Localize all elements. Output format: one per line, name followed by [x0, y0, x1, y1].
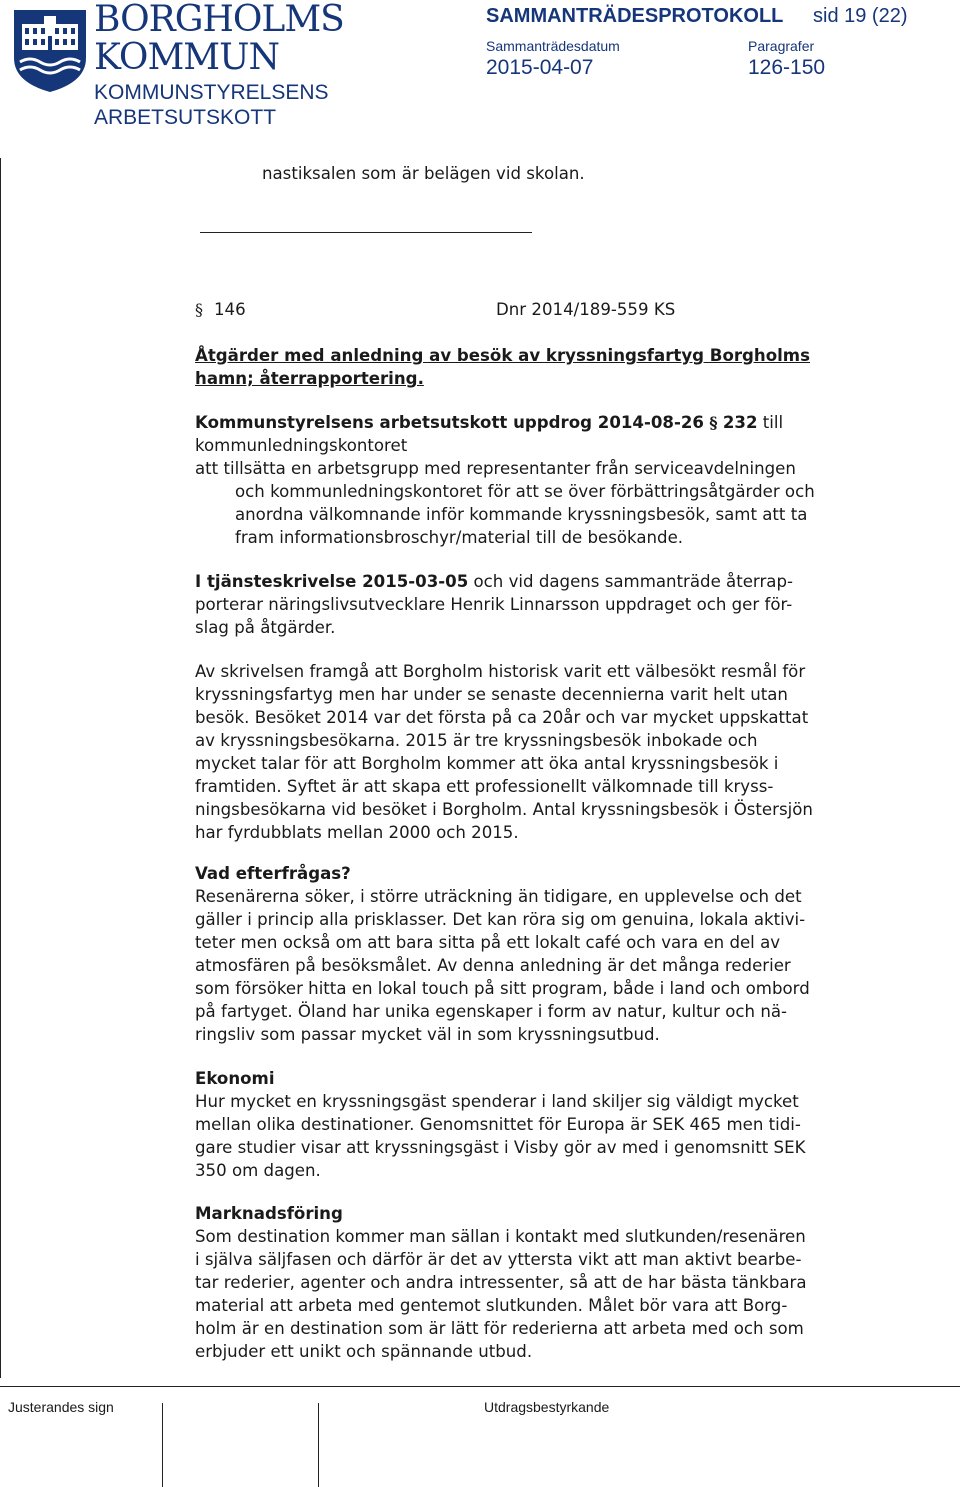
paragraphs-value: 126-150	[748, 56, 826, 79]
marketing-line3: tar rederier, agenter och andra intressenter, så att de har bästa tänkbara	[195, 1273, 807, 1292]
committee-name-line2: ARBETSUTSKOTT	[94, 106, 277, 129]
economy-line2: mellan olika destinationer. Genomsnittet för Europa är SEK 465 men tidi-	[195, 1115, 801, 1134]
demand-line3: teter men också om att bara sitta på ett lokalt café och vara en del av	[195, 933, 781, 952]
section-number: 146	[214, 300, 246, 319]
document-title: SAMMANTRÄDESPROTOKOLL	[486, 5, 784, 27]
background-line3: besök. Besöket 2014 var det första på ca 20år och var mycket uppskattat	[195, 708, 809, 727]
economy-line3: gare studier visar att kryssningsgäst i Visby gör av med i genomsnitt SEK	[195, 1138, 806, 1157]
section-demand	[195, 862, 910, 1046]
section-title-line2: hamn; återrapportering.	[195, 369, 424, 388]
assignment-bold-b: 232	[722, 413, 758, 432]
report-line2: porterar näringslivsutvecklare Henrik Linnarsson uppdraget och ger för-	[195, 595, 793, 614]
economy-heading: Ekonomi	[195, 1069, 275, 1088]
background-line1: Av skrivelsen framgå att Borgholm historisk varit ett välbesökt resmål för	[195, 662, 806, 681]
extract-certification-label: Utdragsbestyrkande	[484, 1399, 610, 1415]
org-name-line1: BORGHOLMS	[94, 0, 344, 40]
report-bold: I tjänsteskrivelse 2015-03-05	[195, 572, 469, 591]
meeting-date-label: Sammanträdesdatum	[486, 38, 620, 54]
diary-number: Dnr 2014/189-559 KS	[496, 300, 676, 319]
assignment-line2: kommunledningskontoret	[195, 436, 408, 455]
section-sign-icon: §	[195, 300, 203, 319]
background-line4: av kryssningsbesökarna. 2015 är tre kryssningsbesök inbokade och	[195, 731, 758, 750]
paragraph-report	[195, 570, 910, 639]
marketing-line6: erbjuder ett unikt och spännande utbud.	[195, 1342, 533, 1361]
report-line1-rest: och vid dagens sammanträde återrap-	[468, 572, 793, 591]
section-sign-icon: §	[709, 413, 718, 432]
background-line5: mycket talar för att Borgholm kommer att öka antal kryssningsbesök i	[195, 754, 779, 773]
assignment-line5: anordna välkomnande inför kommande kryssningsbesök, samt att ta	[235, 505, 808, 524]
paragraph-assignment	[195, 411, 910, 549]
left-margin-rule	[0, 158, 1, 1378]
assignment-line6: fram informationsbroschyr/material till de besökande.	[235, 528, 684, 547]
demand-line1: Resenärerna söker, i större uträckning än tidigare, en upplevelse och det	[195, 887, 802, 906]
demand-heading: Vad efterfrågas?	[195, 864, 351, 883]
demand-line7: ringsliv som passar mycket väl in som kryssningsutbud.	[195, 1025, 660, 1044]
demand-line2: gäller i princip alla prisklasser. Det kan röra sig om genuina, lokala aktivi-	[195, 910, 806, 929]
paragraphs-label: Paragrafer	[748, 38, 815, 54]
background-line7: ningsbesökarna vid besöket i Borgholm. Antal kryssningsbesök i Östersjön	[195, 800, 813, 819]
municipal-crest-logo	[10, 6, 90, 94]
paragraph-background	[195, 660, 910, 844]
marketing-line2: i själva säljfasen och därför är det av yttersta vikt att man aktivt bearbe-	[195, 1250, 802, 1269]
assignment-line4: och kommunledningskontoret för att se över förbättringsåtgärder och	[235, 482, 815, 501]
background-line2: kryssningsfartyg men har under se senaste decennierna varit helt utan	[195, 685, 788, 704]
section-marketing	[195, 1202, 910, 1363]
economy-line1: Hur mycket en kryssningsgäst spenderar i land skiljer sig väldigt mycket	[195, 1092, 799, 1111]
section-economy	[195, 1067, 910, 1182]
background-line6: framtiden. Syftet är att skapa ett professionellt välkomnade till kryss-	[195, 777, 774, 796]
org-name-line2: KOMMUN	[94, 37, 280, 78]
marketing-line5: holm är en destination som är lätt för rederierna att arbeta med och som	[195, 1319, 804, 1338]
marketing-line4: material att arbeta med gentemot slutkunden. Målet bör vara att Borg-	[195, 1296, 788, 1315]
demand-line6: på fartyget. Öland har unika egenskaper i form av natur, kultur och nä-	[195, 1002, 788, 1021]
section-title	[195, 344, 910, 390]
signature-box-divider-1	[162, 1403, 163, 1487]
marketing-line1: Som destination kommer man sällan i kontakt med slutkunden/resenären	[195, 1227, 806, 1246]
report-line3: slag på åtgärder.	[195, 618, 336, 637]
footer-rule	[0, 1386, 960, 1387]
page-number: sid 19 (22)	[813, 5, 908, 27]
assignment-rest: till	[757, 413, 784, 432]
meeting-date-value: 2015-04-07	[486, 56, 594, 79]
background-line8: har fyrdubblats mellan 2000 och 2015.	[195, 823, 519, 842]
demand-line5: som försöker hitta en lokal touch på sitt program, både i land och ombord	[195, 979, 810, 998]
assignment-bold-a: Kommunstyrelsens arbetsutskott uppdrog 2014-08-26	[195, 413, 704, 432]
section-title-line1: Åtgärder med anledning av besök av kryssningsfartyg Borgholms	[195, 346, 810, 365]
economy-line4: 350 om dagen.	[195, 1161, 321, 1180]
committee-name-line1: KOMMUNSTYRELSENS	[94, 81, 329, 104]
assignment-line3: att tillsätta en arbetsgrupp med representanter från serviceavdelningen	[195, 459, 796, 478]
continuation-text: nastiksalen som är belägen vid skolan.	[262, 164, 585, 183]
demand-line4: atmosfären på besöksmålet. Av denna anledning är det många rederier	[195, 956, 791, 975]
signature-box-divider-2	[318, 1403, 319, 1487]
section-divider	[200, 232, 532, 233]
marketing-heading: Marknadsföring	[195, 1204, 343, 1223]
signature-label: Justerandes sign	[8, 1399, 114, 1415]
